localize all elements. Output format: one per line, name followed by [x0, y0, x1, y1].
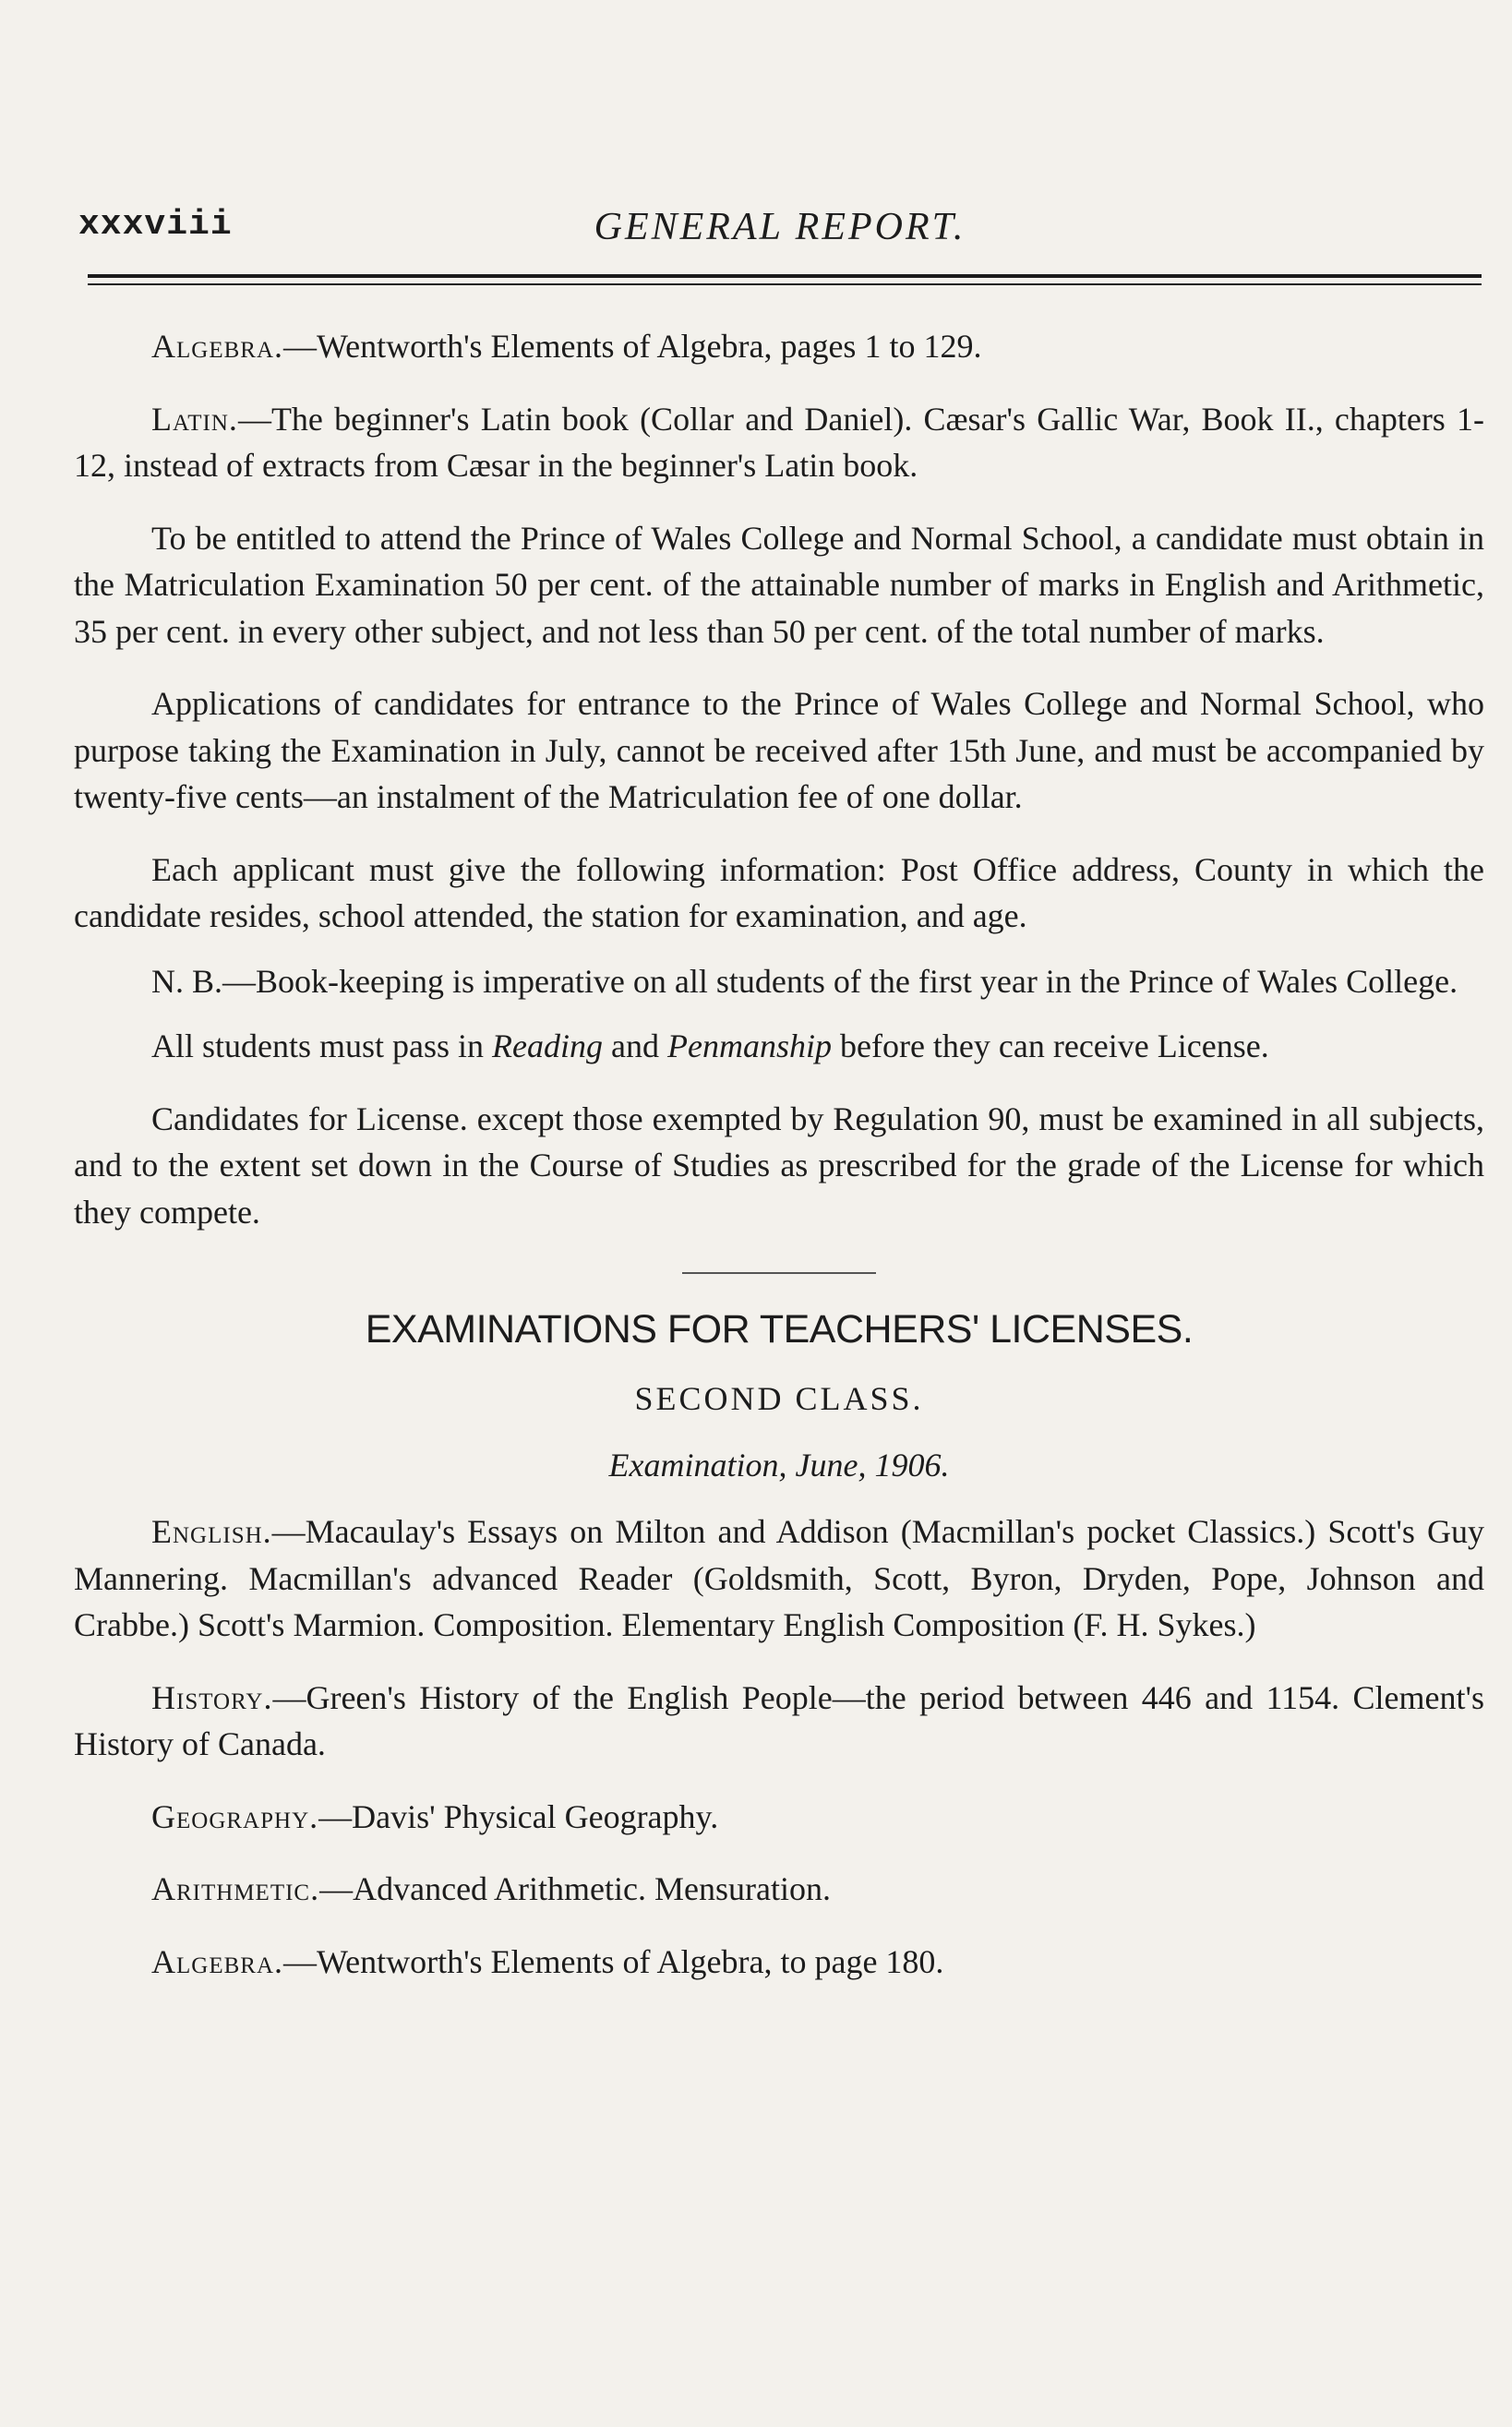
- section-heading: EXAMINATIONS FOR TEACHERS' LICENSES.: [365, 1307, 1194, 1352]
- paragraph-text: Candidates for License. except those exempted by Regulation 90, must be examined in all subjects, and to the extent set down in the Course of Studies as prescribed for the grade of the License for which they compete.: [74, 1099, 1484, 1231]
- subject-head: Arithmetic.: [151, 1870, 320, 1907]
- paragraph-english: [74, 1508, 1484, 1649]
- body-text: [74, 323, 1484, 2011]
- paragraph-text: Each applicant must give the following information: Post Office address, County in which the candidate resides, school attended, the station for examination, and age.: [74, 850, 1484, 934]
- header-rule: [88, 274, 1482, 285]
- emphasis-penmanship: Penmanship: [667, 1027, 832, 1064]
- paragraph-arithmetic: [74, 1866, 1484, 1913]
- page-number: xxxviii: [78, 205, 233, 245]
- paragraph-bookkeeping: [74, 958, 1484, 1005]
- paragraph-text: —Macaulay's Essays on Milton and Addison (Macmillan's pocket Classics.) Scott's Guy Mannering. Macmillan's advanced Reader (Goldsmith, Scott, Byron, Dryden, Pope, Johnson and Crabbe.) Scott's Marmion. Composition. Elementary English Composition (F. H. Sykes.): [74, 1513, 1484, 1643]
- paragraph-applications: [74, 680, 1484, 821]
- paragraph-latin: [74, 396, 1484, 489]
- paragraph-text: before they can receive License.: [831, 1027, 1269, 1064]
- paragraph-text: To be entitled to attend the Prince of Wales College and Normal School, a candidate must obtain in the Matriculation Examination 50 per cent. of the attainable number of marks in English and Arithmetic, 35 per cent. in every other subject, and not less than 50 per cent. of the total number of marks.: [74, 519, 1484, 650]
- page-header: [78, 205, 1482, 251]
- paragraph-text: and: [603, 1027, 667, 1064]
- paragraph-text: —Advanced Arithmetic. Mensuration.: [319, 1870, 831, 1907]
- emphasis-reading: Reading: [492, 1027, 604, 1064]
- paragraph-geography: [74, 1794, 1484, 1841]
- paragraph-reading-penmanship: [74, 1023, 1484, 1070]
- subject-head: Algebra.: [151, 328, 283, 365]
- paragraph-text: —Green's History of the English People—the period between 446 and 1154. Clement's History of Canada.: [74, 1678, 1484, 1762]
- paragraph-text: —Wentworth's Elements of Algebra, to page 180.: [283, 1942, 944, 1980]
- running-title: GENERAL REPORT.: [594, 206, 966, 248]
- paragraph-algebra-second-class: [74, 1939, 1484, 1986]
- subject-head: Algebra.: [151, 1942, 283, 1980]
- paragraph-entitlement: [74, 515, 1484, 655]
- paragraph-applicant-info: [74, 847, 1484, 940]
- section-divider: [682, 1272, 876, 1274]
- paragraph-text: —The beginner's Latin book (Collar and Daniel). Cæsar's Gallic War, Book II., chapters 1-12, instead of extracts from Cæsar in the beginner's Latin book.: [74, 400, 1484, 484]
- paragraph-text: N. B.—Book-keeping is imperative on all students of the first year in the Prince of Wales College.: [151, 962, 1458, 1000]
- section-date: Examination, June, 1906.: [608, 1447, 950, 1484]
- subject-head: English.: [151, 1513, 272, 1550]
- paragraph-text: —Wentworth's Elements of Algebra, pages 1 to 129.: [283, 328, 982, 365]
- subject-head: Latin.: [151, 400, 238, 438]
- paragraph-text: —Davis' Physical Geography.: [318, 1797, 719, 1835]
- paragraph-algebra-matric: [74, 323, 1484, 370]
- subject-head: History.: [151, 1678, 273, 1716]
- subject-head: Geography.: [151, 1797, 319, 1835]
- paragraph-history: [74, 1675, 1484, 1768]
- paragraph-candidates-license: [74, 1096, 1484, 1236]
- paragraph-text: All students must pass in: [151, 1027, 493, 1064]
- section-subheading: SECOND CLASS.: [634, 1380, 924, 1417]
- paragraph-text: Applications of candidates for entrance to the Prince of Wales College and Normal School, who purpose taking the Examination in July, cannot be received after 15th June, and must be accompanied by twenty-five cents—an instalment of the Matriculation fee of one dollar.: [74, 685, 1484, 815]
